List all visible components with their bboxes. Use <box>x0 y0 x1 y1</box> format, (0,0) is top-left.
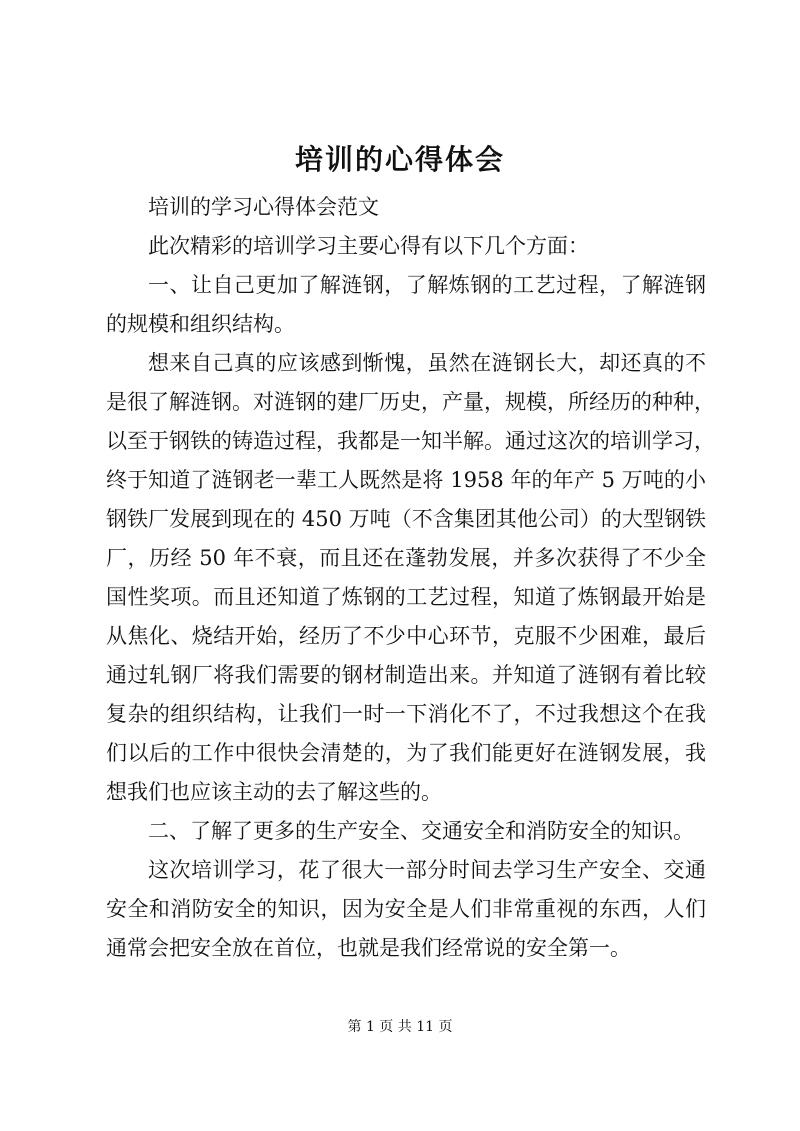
text-line: 厂，历经 50 年不衰，而且还在蓬勃发展，并多次获得了不少全 <box>106 546 706 570</box>
text-line: 从焦化、烧结开始，经历了不少中心环节，克服不少困难，最后 <box>106 624 706 648</box>
document-body <box>106 188 715 968</box>
page-footer: 第 1 页 共 11 页 <box>347 1019 453 1035</box>
text-line: 通常会把安全放在首位，也就是我们经常说的安全第一。 <box>106 936 631 960</box>
text-line: 二、了解了更多的生产安全、交通安全和消防安全的知识。 <box>148 819 694 843</box>
text-line: 通过轧钢厂将我们需要的钢材制造出来。并知道了涟钢有着比较 <box>106 663 706 687</box>
text-line: 复杂的组织结构，让我们一时一下消化不了，不过我想这个在我 <box>106 702 706 726</box>
text-line: 钢铁厂发展到现在的 450 万吨（不含集团其他公司）的大型钢铁 <box>106 507 706 531</box>
text-line: 是很了解涟钢。对涟钢的建厂历史，产量，规模，所经历的种种， <box>106 390 715 414</box>
text-line: 的规模和组织结构。 <box>106 312 295 336</box>
text-line: 一、让自己更加了解涟钢，了解炼钢的工艺过程，了解涟钢 <box>148 273 706 297</box>
text-line: 国性奖项。而且还知道了炼钢的工艺过程，知道了炼钢最开始是 <box>106 585 706 609</box>
text-line: 安全和消防安全的知识，因为安全是人们非常重视的东西，人们 <box>106 897 706 921</box>
text-line: 想我们也应该主动的去了解这些的。 <box>106 780 442 804</box>
text-line: 这次培训学习，花了很大一部分时间去学习生产安全、交通 <box>148 858 706 882</box>
text-line: 此次精彩的培训学习主要心得有以下几个方面： <box>148 234 589 258</box>
document-title: 培训的心得体会 <box>294 143 505 176</box>
text-line: 培训的学习心得体会范文 <box>148 195 379 219</box>
text-line: 以至于钢铁的铸造过程，我都是一知半解。通过这次的培训学习， <box>106 429 715 453</box>
text-line: 想来自己真的应该感到惭愧，虽然在涟钢长大，却还真的不 <box>148 351 706 375</box>
text-line: 终于知道了涟钢老一辈工人既然是将 1958 年的年产 5 万吨的小 <box>106 468 706 492</box>
text-line: 们以后的工作中很快会清楚的，为了我们能更好在涟钢发展，我 <box>106 741 706 765</box>
